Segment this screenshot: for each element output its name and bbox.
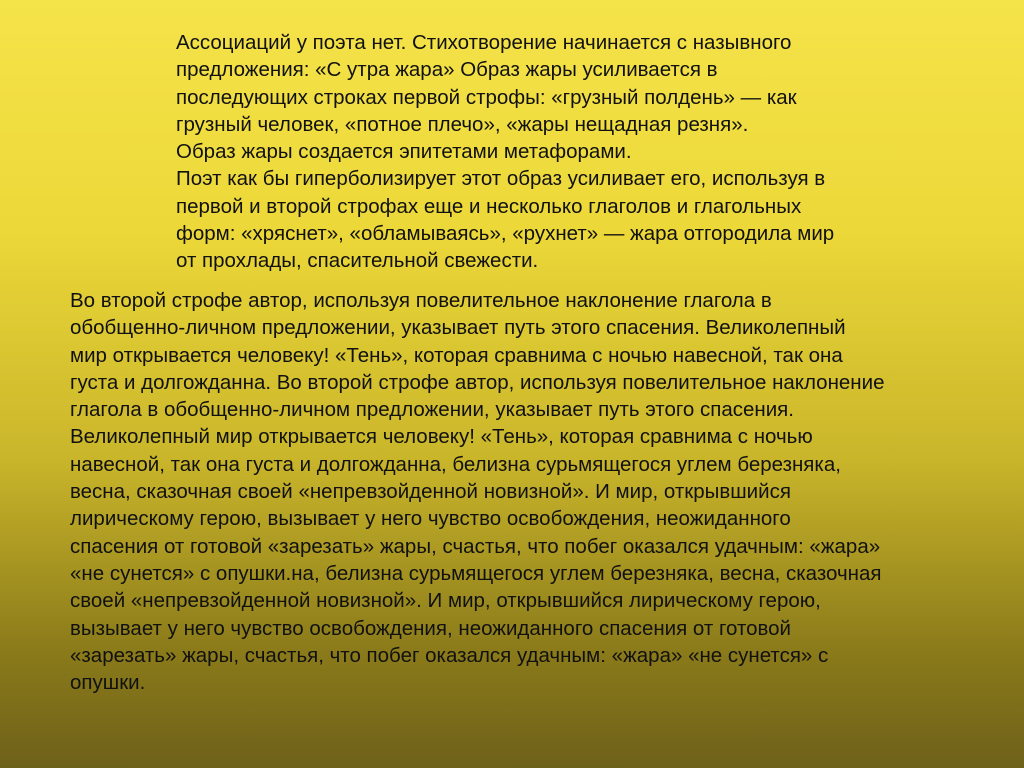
- text-line: первой и второй строфах еще и несколько глаголов и глагольных: [176, 194, 802, 218]
- text-line: Великолепный мир открывается человеку! «Тень», которая сравнима с ночью: [70, 425, 813, 449]
- text-line: «не сунется» с опушки.на, белизна сурьмящегося углем березняка, весна, сказочная: [70, 561, 882, 585]
- text-line: Во второй строфе автор, используя повелительное наклонение глагола в: [70, 289, 772, 312]
- text-line: последующих строках первой строфы: «грузный полдень» — как: [176, 85, 797, 109]
- text-line: опушки.: [70, 671, 146, 695]
- text-line: весна, сказочная своей «непревзойденной новизной». И мир, открывшийся: [70, 480, 791, 504]
- text-line: навесной, так она густа и долгожданна, белизна сурьмящегося углем березняка,: [70, 452, 841, 476]
- text-line: мир открывается человеку! «Тень», которая сравнима с ночью навесной, так она: [70, 343, 843, 367]
- text-line: своей «непревзойденной новизной». И мир, открывшийся лирическому герою,: [70, 589, 821, 613]
- text-line: от прохлады, спасительной свежести.: [176, 249, 539, 273]
- text-line: «зарезать» жары, счастья, что побег оказался удачным: «жара» «не сунется» с: [70, 643, 829, 667]
- text-line: Ассоциаций у поэта нет. Стихотворение начинается с назывного: [176, 31, 792, 54]
- text-line: предложения: «С утра жара» Образ жары усиливается в: [176, 58, 718, 82]
- text-block-top: [176, 29, 936, 275]
- text-line: лирическому герою, вызывает у него чувство освобождения, неожиданного: [70, 507, 791, 531]
- text-line: обобщенно-личном предложении, указывает путь этого спасения. Великолепный: [70, 316, 846, 340]
- text-line: густа и долгожданна. Во второй строфе автор, используя повелительное наклонение: [70, 370, 885, 394]
- text-block-bottom: [70, 287, 990, 696]
- text-line: глагола в обобщенно-личном предложении, указывает путь этого спасения.: [70, 398, 794, 422]
- text-line: грузный человек, «потное плечо», «жары нещадная резня».: [176, 112, 749, 136]
- text-line: спасения от готовой «зарезать» жары, счастья, что побег оказался удачным: «жара»: [70, 534, 881, 558]
- text-line: форм: «хряснет», «обламываясь», «рухнет» — жара отгородила мир: [176, 222, 835, 246]
- text-line: Образ жары создается эпитетами метафорами.: [176, 140, 632, 164]
- text-line: Поэт как бы гиперболизирует этот образ усиливает его, используя в: [176, 167, 826, 191]
- text-line: вызывает у него чувство освобождения, неожиданного спасения от готовой: [70, 616, 792, 640]
